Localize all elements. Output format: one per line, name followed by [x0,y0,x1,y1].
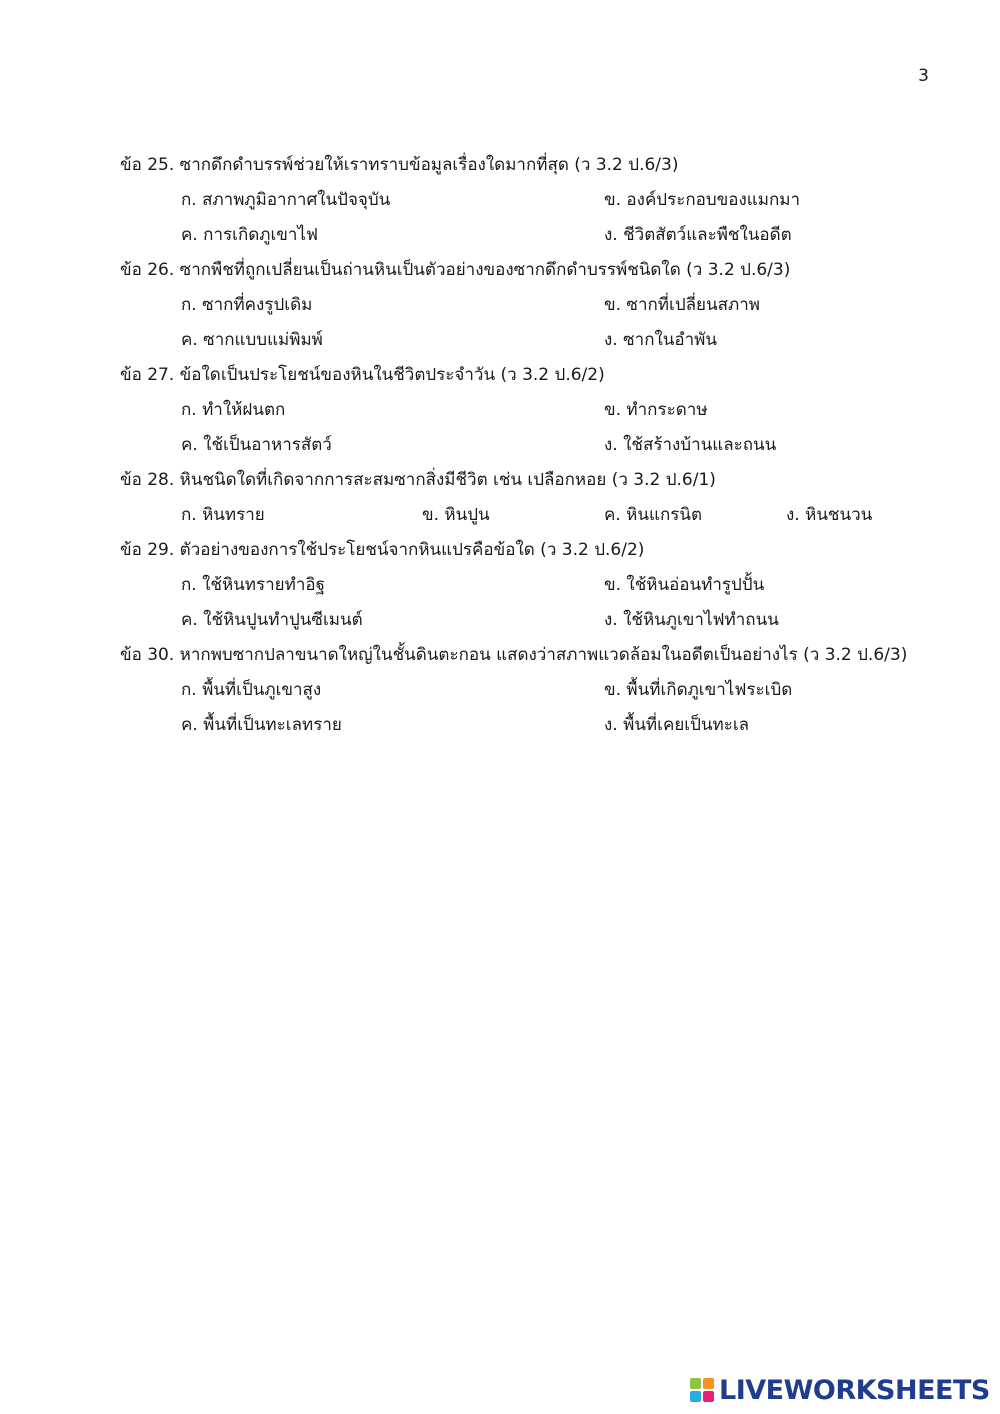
question-block [120,463,920,533]
options-row [120,498,920,533]
question-block [120,638,920,743]
question-text: ข้อ 25. ซากดึกดำบรรพ์ช่วยให้เราทราบข้อมูลเรื่องใดมากที่สุด (ว 3.2 ป.6/3) [120,155,679,175]
logo-text: LIVEWORKSHEETS [719,1374,990,1406]
question-text: ข้อ 28. หินชนิดใดที่เกิดจากการสะสมซากสิ่งมีชีวิต เช่น เปลือกหอย (ว 3.2 ป.6/1) [120,470,716,490]
question-block [120,253,920,358]
options-row [120,393,920,428]
answer-option: ง. ชีวิตสัตว์และพืชในอดีต [604,225,792,245]
answer-option: ง. ซากในอำพัน [604,330,717,350]
question-text: ข้อ 27. ข้อใดเป็นประโยชน์ของหินในชีวิตประจำวัน (ว 3.2 ป.6/2) [120,365,605,385]
answer-option: ก. หินทราย [181,505,265,525]
options-row [120,428,920,463]
answer-option: ง. พื้นที่เคยเป็นทะเล [604,715,750,735]
answer-option: ข. ทำกระดาษ [604,400,708,420]
logo-square [690,1391,701,1402]
question-list [120,148,920,743]
question-block [120,358,920,463]
logo-squares-icon [690,1378,714,1402]
logo-square [703,1378,714,1389]
answer-option: ง. ใช้สร้างบ้านและถนน [604,435,777,455]
answer-option: ง. ใช้หินภูเขาไฟทำถนน [604,610,779,630]
answer-option: ข. องค์ประกอบของแมกมา [604,190,800,210]
answer-option: ค. ใช้เป็นอาหารสัตว์ [181,435,332,455]
logo-square [703,1391,714,1402]
answer-option: ก. ทำให้ฝนตก [181,400,286,420]
answer-option: ค. ใช้หินปูนทำปูนซีเมนต์ [181,610,363,630]
answer-option: ค. ซากแบบแม่พิมพ์ [181,330,323,350]
answer-option: ก. ใช้หินทรายทำอิฐ [181,575,325,595]
question-block [120,148,920,253]
options-row [120,673,920,708]
answer-option: ง. หินชนวน [786,505,873,525]
answer-option: ข. หินปูน [422,505,490,525]
question-block [120,533,920,638]
question-text: ข้อ 30. หากพบซากปลาขนาดใหญ่ในชั้นดินตะกอน แสดงว่าสภาพแวดล้อมในอดีตเป็นอย่างไร (ว 3.2 ป.6/3) [120,645,908,665]
liveworksheets-logo [690,1374,990,1406]
options-row [120,603,920,638]
options-row [120,568,920,603]
options-row [120,183,920,218]
answer-option: ข. ใช้หินอ่อนทำรูปปั้น [604,575,765,595]
logo-square [690,1378,701,1389]
options-row [120,708,920,743]
page-number: 3 [918,66,929,86]
answer-option: ข. ซากที่เปลี่ยนสภาพ [604,295,760,315]
answer-option: ก. ซากที่คงรูปเดิม [181,295,313,315]
answer-option: ค. พื้นที่เป็นทะเลทราย [181,715,342,735]
question-text: ข้อ 29. ตัวอย่างของการใช้ประโยชน์จากหินแปรคือข้อใด (ว 3.2 ป.6/2) [120,540,645,560]
options-row [120,218,920,253]
answer-option: ก. สภาพภูมิอากาศในปัจจุบัน [181,190,391,210]
question-text: ข้อ 26. ซากพืชที่ถูกเปลี่ยนเป็นถ่านหินเป็นตัวอย่างของซากดึกดำบรรพ์ชนิดใด (ว 3.2 ป.6/3) [120,260,791,280]
answer-option: ค. หินแกรนิต [604,505,703,525]
options-row [120,288,920,323]
answer-option: ค. การเกิดภูเขาไฟ [181,225,319,245]
answer-option: ข. พื้นที่เกิดภูเขาไฟระเบิด [604,680,793,700]
answer-option: ก. พื้นที่เป็นภูเขาสูง [181,680,322,700]
options-row [120,323,920,358]
